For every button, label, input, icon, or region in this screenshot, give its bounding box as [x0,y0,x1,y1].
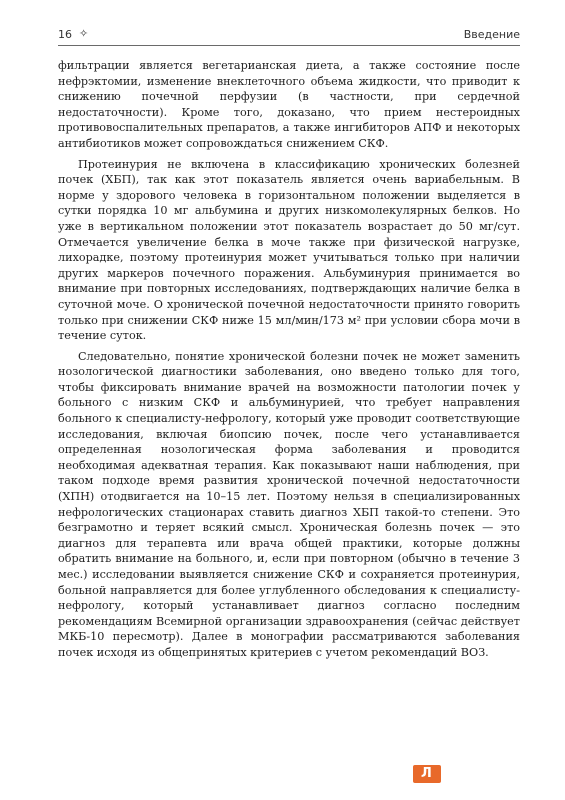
page-number: 16 [58,28,72,41]
running-header [58,25,520,46]
logo-letter: Л [421,766,432,781]
paragraph-1: фильтрации является вегетарианская диета, а также состояние после нефрэктомии, изменение внеклеточного объема жидкости, что приводит к снижению почечной перфузии (в частности, при сердечной недостаточности). Кроме того, доказано, что прием нестероидных противовоспалительных препаратов, а также ингибиторов АПФ и некоторых антибиотиков может сопровождаться снижением СКФ. [58,59,520,150]
body-text [58,58,520,661]
publisher-logo [413,765,441,783]
paragraph-3: Следовательно, понятие хронической болезни почек не может заменить нозологической диагностики заболевания, оно введено только для того, чтобы фиксировать внимание врачей на возможности патологии почек у больного с низким СКФ и альбуминурией, что требует направления больного к специалисту-нефрологу, который уже проводит соответствующие исследования, включая биопсию почек, после чего устанавливается определенная нозологическая форма заболевания и проводится необходимая адекватная терапия. Как показывают наши наблюдения, при таком подходе время развития хронической почечной недостаточности (ХПН) отодвигается на 10–15 лет. Поэтому нельзя в специализированных нефрологических стационарах ставить диагноз ХБП такой-то степени. Это безграмотно и теряет всякий смысл. Хроническая болезнь почек — это диагноз для терапевта или врача общей практики, которые должны обратить внимание на больного, и, если при повторном (обычно в течение 3 мес.) исследовании выявляется снижение СКФ и сохраняется протеинурия, больной направляется для более углубленного обследования к специалисту-нефрологу, который устанавливает диагноз согласно последним рекомендациям Всемирной организации здравоохранения (сейчас действует МКБ-10 пересмотр). Далее в монографии рассматриваются заболевания почек исходя из общепринятых критериев с учетом рекомендаций ВОЗ. [58,349,520,659]
paragraph-2: Протеинурия не включена в классификацию хронических болезней почек (ХБП), так как этот показатель является очень вариабельным. В норме у здорового человека в горизонтальном положении выделяется в сутки порядка 10 мг альбумина и других низкомолекулярных белков. Но уже в вертикальном положении этот показатель возрастает до 50 мг/сут. Отмечается увеличение белка в моче также при физической нагрузке, лихорадке, поэтому протеинурия может учитываться только при наличии других маркеров почечного поражения. Альбуминурия принимается во внимание при повторных исследованиях, подтверждающих наличие белка в суточной моче. О хронической почечной недостаточности принято говорить только при снижении СКФ ниже 15 мл/мин/173 м² при условии сбора мочи в течение суток. [58,157,520,343]
ornament-icon: ✧ [79,27,89,40]
running-title: Введение [463,28,520,41]
